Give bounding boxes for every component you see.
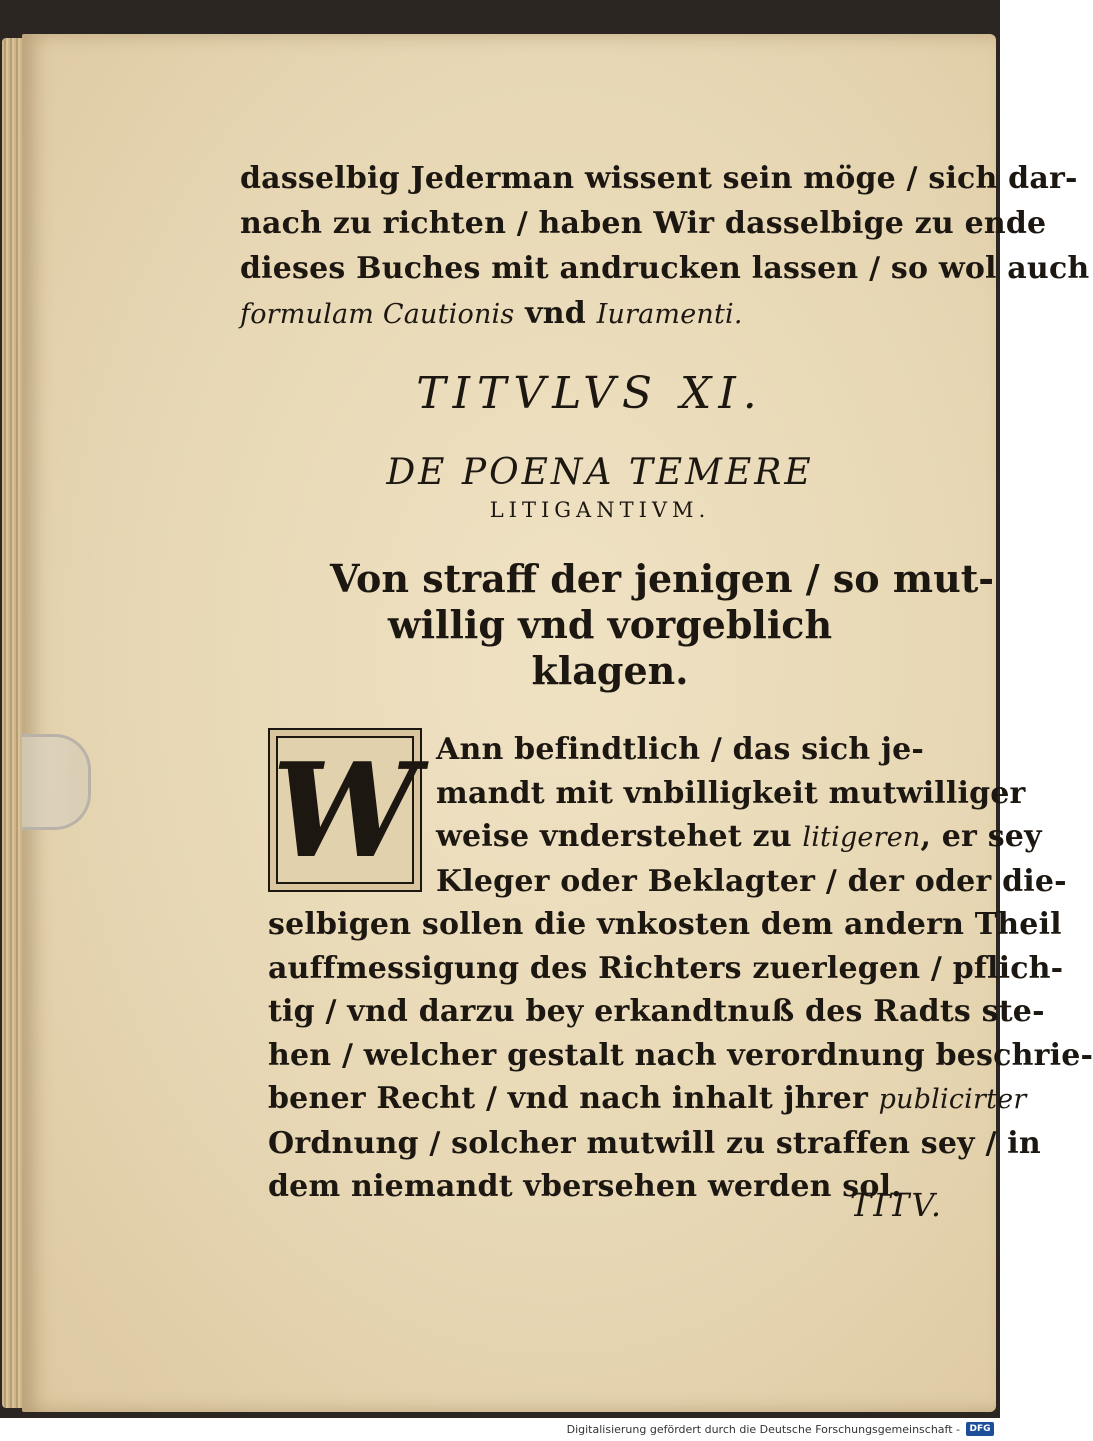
body-paragraph [268, 728, 1093, 1209]
dfg-logo: DFG [966, 1422, 994, 1436]
body-line [268, 815, 1042, 860]
body-text-span: weise vnderstehet zu [436, 819, 792, 854]
footer-bar [0, 1418, 1000, 1441]
intro-italic-iuramenti: Iuramenti. [596, 299, 743, 330]
body-text-span: , er sey [920, 819, 1042, 854]
intro-line: nach zu richten / haben Wir dasselbige zu ende [240, 206, 1047, 241]
body-line [268, 1077, 1027, 1122]
intro-vnd: vnd [525, 296, 586, 331]
body-line: selbigen sollen die vnkosten dem andern Theil [268, 907, 1062, 942]
heading-line: willig vnd vorgeblich [387, 602, 833, 647]
latin-title-line2: LITIGANTIVM. [489, 498, 711, 522]
body-line: tig / vnd darzu bey erkandtnuß des Radts ste- [268, 994, 1045, 1029]
body-line: dem niemandt vbersehen werden sol. [268, 1169, 902, 1204]
body-line: Ann befindtlich / das sich je- [436, 732, 925, 767]
heading-line: klagen. [531, 648, 689, 693]
intro-line: dasselbig Jederman wissent sein möge / sich dar- [240, 161, 1078, 196]
page-clip [22, 734, 91, 830]
body-italic-publicirter: publicirter [878, 1084, 1027, 1115]
german-heading [330, 556, 995, 694]
intro-paragraph [240, 156, 1090, 337]
decorated-initial: W [268, 728, 422, 892]
body-line: auffmessigung des Richters zuerlegen / pflich- [268, 950, 1064, 986]
intro-line: dieses Buches mit andrucken lassen / so wol auch [240, 251, 1090, 286]
body-italic-litigeren: litigeren [802, 822, 921, 853]
body-text-span: bener Recht / vnd nach inhalt jhrer [268, 1081, 868, 1116]
body-line: Ordnung / solcher mutwill zu straffen sey / in [268, 1125, 1041, 1161]
titulus-heading: TITVLVS XI. [416, 368, 764, 419]
funding-notice: Digitalisierung gefördert durch die Deutsche Forschungsgemeinschaft - [566, 1423, 960, 1436]
body-line: Kleger oder Beklagter / der oder die- [436, 863, 1067, 899]
intro-line-last [240, 291, 940, 337]
latin-title-line1: DE POENA TEMERE [386, 452, 814, 493]
body-line: mandt mit vnbilligkeit mutwilliger [436, 775, 1026, 811]
heading-line: Von straff der jenigen / so mut- [330, 556, 995, 601]
catchword: TITV. [850, 1186, 944, 1224]
intro-italic-cautionis: formulam Cautionis [240, 299, 515, 330]
body-line: hen / welcher gestalt nach verordnung beschrie- [268, 1037, 1093, 1073]
